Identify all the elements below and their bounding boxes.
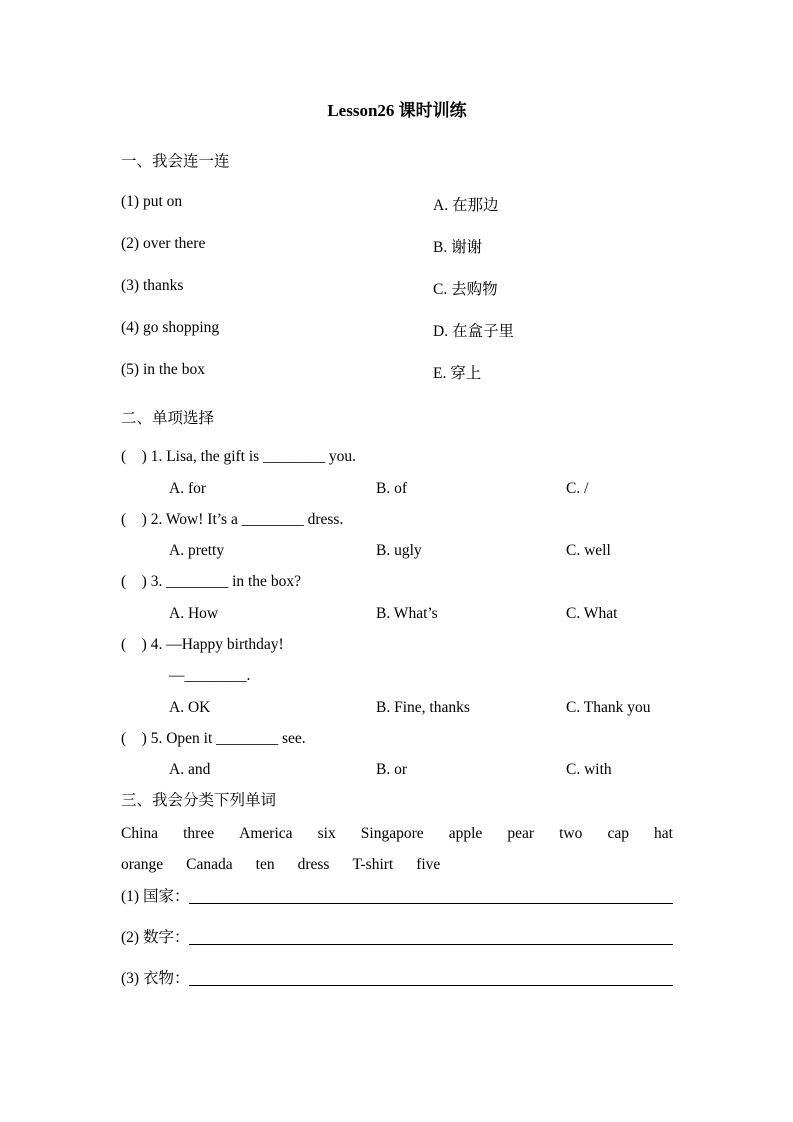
match-right-4: D. 在盒子里	[433, 323, 514, 340]
question-4-stem-line2: —________.	[169, 667, 251, 685]
word: six	[317, 824, 336, 842]
question-3-stem: ( ) 3. ________ in the box?	[121, 573, 301, 591]
word: five	[416, 855, 441, 873]
question-4-option-a: A. OK	[169, 698, 211, 716]
match-left-3: (3) thanks	[121, 277, 184, 294]
question-1-stem: ( ) 1. Lisa, the gift is ________ you.	[121, 448, 357, 466]
page-title: Lesson26 课时训练	[327, 101, 467, 120]
question-5-option-b: B. or	[376, 761, 407, 779]
matching-exercise	[121, 193, 673, 403]
section2-heading: 二、单项选择	[121, 410, 215, 427]
question-4-stem: ( ) 4. —Happy birthday!	[121, 636, 284, 654]
word: two	[559, 824, 583, 842]
question-2-option-b: B. ugly	[376, 542, 422, 560]
question-1-option-c: C. /	[566, 479, 589, 497]
section3-heading: 三、我会分类下列单词	[121, 791, 277, 809]
word: T-shirt	[352, 855, 394, 873]
question-1-option-b: B. of	[376, 479, 407, 497]
question-5-option-a: A. and	[169, 761, 211, 779]
match-row-2	[121, 235, 673, 277]
answer-line	[189, 927, 673, 945]
blank-row-countries	[121, 886, 673, 927]
word: ten	[255, 855, 275, 873]
word: Canada	[186, 855, 233, 873]
word: apple	[448, 824, 483, 842]
match-row-4	[121, 319, 673, 361]
section1-heading: 一、我会连一连	[121, 153, 230, 170]
question-3-options	[121, 598, 673, 629]
word: America	[239, 824, 293, 842]
word: Singapore	[360, 824, 424, 842]
match-row-1	[121, 193, 673, 235]
blank-row-numbers	[121, 927, 673, 968]
match-right-3: C. 去购物	[433, 281, 498, 298]
question-4-options	[121, 692, 673, 723]
match-right-5: E. 穿上	[433, 365, 482, 382]
question-5-option-c: C. with	[566, 761, 612, 779]
question-4-option-c: C. Thank you	[566, 698, 651, 716]
word: China	[121, 824, 159, 842]
question-3-option-b: B. What’s	[376, 604, 438, 622]
question-5-options	[121, 754, 673, 785]
word-bank-row-1	[121, 818, 673, 849]
blank-row-clothes	[121, 968, 673, 1009]
word-classification-section	[121, 790, 673, 1009]
match-row-5	[121, 361, 673, 403]
answer-line	[189, 886, 673, 904]
blank-label-clothes: (3) 衣物：	[121, 969, 190, 987]
word: three	[183, 824, 215, 842]
classification-blanks	[121, 886, 673, 1009]
question-3-option-c: C. What	[566, 604, 618, 622]
match-left-5: (5) in the box	[121, 361, 205, 378]
match-left-4: (4) go shopping	[121, 319, 220, 336]
match-left-1: (1) put on	[121, 193, 183, 210]
question-5-stem: ( ) 5. Open it ________ see.	[121, 729, 306, 747]
match-row-3	[121, 277, 673, 319]
question-1-option-a: A. for	[169, 479, 207, 497]
blank-label-numbers: (2) 数字：	[121, 928, 190, 946]
word: cap	[607, 824, 629, 842]
question-1-options	[121, 473, 673, 504]
answer-line	[189, 968, 673, 986]
question-2-stem: ( ) 2. Wow! It’s a ________ dress.	[121, 510, 344, 528]
word: dress	[297, 855, 330, 873]
question-2-option-c: C. well	[566, 542, 611, 560]
question-2-options	[121, 535, 673, 566]
question-4-option-b: B. Fine, thanks	[376, 698, 470, 716]
question-2-option-a: A. pretty	[169, 542, 225, 560]
match-left-2: (2) over there	[121, 235, 206, 252]
question-3-option-a: A. How	[169, 604, 219, 622]
match-right-1: A. 在那边	[433, 197, 499, 214]
blank-label-countries: (1) 国家：	[121, 887, 190, 905]
word-bank-row-2	[121, 849, 673, 880]
match-right-2: B. 谢谢	[433, 239, 483, 256]
word: hat	[654, 824, 673, 842]
word: pear	[507, 824, 535, 842]
multiple-choice-section	[121, 403, 673, 786]
word: orange	[121, 855, 164, 873]
